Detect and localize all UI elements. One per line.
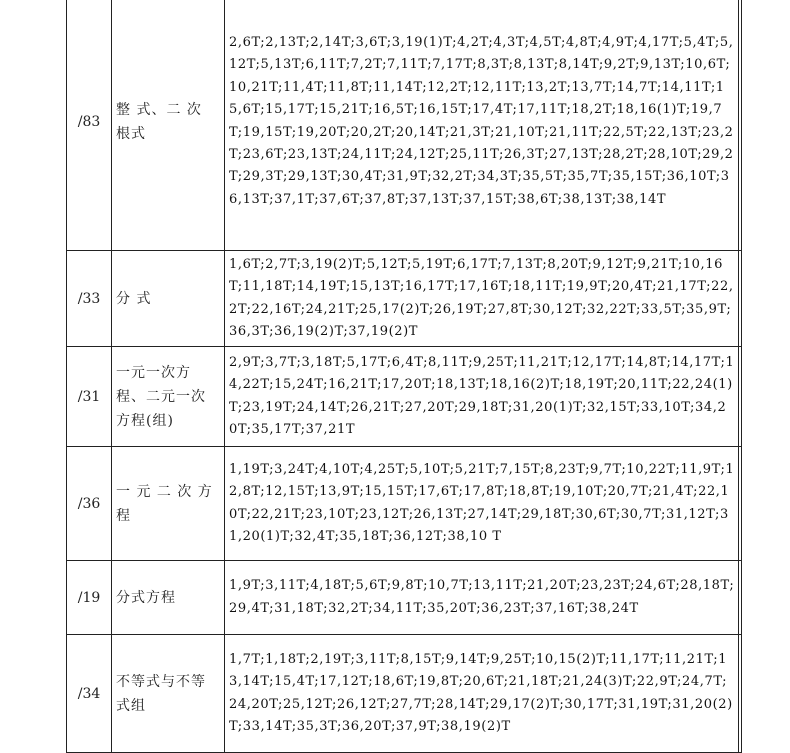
right-margin-cell <box>739 0 742 251</box>
right-margin-cell <box>739 561 742 635</box>
table-row <box>67 635 742 753</box>
topic-label: 一元一次方程、二元一次方程(组) <box>112 347 225 447</box>
table-row <box>67 0 742 251</box>
topic-index-table <box>66 0 742 753</box>
table-row <box>67 251 742 347</box>
topic-label: 不等式与不等式组 <box>112 635 225 753</box>
question-count: /33 <box>67 251 112 347</box>
topic-label: 分 式 <box>112 251 225 347</box>
question-references: 2,9T;3,7T;3,18T;5,17T;6,4T;8,11T;9,25T;11,21T;12,17T;14,8T;14,17T;14,22T;15,24T;16,21T;17,20T;18,13T;18,16(2)T;18,19T;20,11T;22,24(1)T;23,19T;24,14T;26,21T;27,20T;29,18T;31,20(1)T;32,15T;33,10T;34,20T;35,17T;37,21T <box>225 347 739 447</box>
question-count: /34 <box>67 635 112 753</box>
question-count: /31 <box>67 347 112 447</box>
question-references: 1,9T;3,11T;4,18T;5,6T;9,8T;10,7T;13,11T;21,20T;23,23T;24,6T;28,18T;29,4T;31,18T;32,2T;34,11T;35,20T;36,23T;37,16T;38,24T <box>225 561 739 635</box>
right-margin-cell <box>739 635 742 753</box>
table-row <box>67 561 742 635</box>
question-count: /36 <box>67 447 112 561</box>
table-row <box>67 347 742 447</box>
question-references: 1,19T;3,24T;4,10T;4,25T;5,10T;5,21T;7,15T;8,23T;9,7T;10,22T;11,9T;12,8T;12,15T;13,9T;15,15T;17,6T;17,8T;18,8T;19,10T;20,7T;21,4T;22,10T;22,21T;23,10T;23,12T;26,13T;27,14T;29,18T;30,6T;30,7T;31,12T;31,20(1)T;32,4T;35,18T;36,12T;38,10 T <box>225 447 739 561</box>
question-references: 1,7T;1,18T;2,19T;3,11T;8,15T;9,14T;9,25T;10,15(2)T;11,17T;11,21T;13,14T;15,4T;17,12T;18,6T;19,8T;20,6T;21,18T;21,24(3)T;22,9T;24,7T;24,20T;25,12T;26,12T;27,7T;28,14T;29,17(2)T;30,17T;31,19T;31,20(2)T;33,14T;35,3T;36,20T;37,9T;38,19(2)T <box>225 635 739 753</box>
topic-label: 整 式、二 次 根式 <box>112 0 225 251</box>
right-margin-cell <box>739 447 742 561</box>
topic-label: 分式方程 <box>112 561 225 635</box>
table-row <box>67 447 742 561</box>
question-count: /83 <box>67 0 112 251</box>
question-count: /19 <box>67 561 112 635</box>
right-margin-cell <box>739 347 742 447</box>
topic-label: 一 元 二 次 方程 <box>112 447 225 561</box>
question-references: 1,6T;2,7T;3,19(2)T;5,12T;5,19T;6,17T;7,13T;8,20T;9,12T;9,21T;10,16T;11,18T;14,19T;15,13T;16,17T;17,16T;18,11T;19,9T;20,4T;21,17T;22,2T;22,16T;24,21T;25,17(2)T;26,19T;27,8T;30,12T;32,22T;33,5T;35,9T;36,3T;36,19(2)T;37,19(2)T <box>225 251 739 347</box>
index-table-page <box>66 0 742 753</box>
question-references: 2,6T;2,13T;2,14T;3,6T;3,19(1)T;4,2T;4,3T;4,5T;4,8T;4,9T;4,17T;5,4T;5,12T;5,13T;6,11T;7,2T;7,11T;7,17T;8,3T;8,13T;8,14T;9,2T;9,13T;10,6T;10,21T;11,4T;11,8T;11,14T;12,2T;12,11T;13,2T;13,7T;14,7T;14,11T;15,6T;15,17T;15,21T;16,5T;16,15T;17,4T;17,11T;18,2T;18,16(1)T;19,7T;19,15T;19,20T;20,2T;20,14T;21,3T;21,10T;21,11T;22,5T;22,13T;23,2T;23,6T;23,13T;24,11T;24,12T;25,11T;26,3T;27,13T;28,2T;28,10T;29,2T;29,3T;29,13T;30,4T;31,9T;32,2T;34,3T;35,5T;35,7T;35,15T;36,10T;36,13T;37,1T;37,6T;37,8T;37,13T;37,15T;38,6T;38,13T;38,14T <box>225 0 739 251</box>
right-margin-cell <box>739 251 742 347</box>
